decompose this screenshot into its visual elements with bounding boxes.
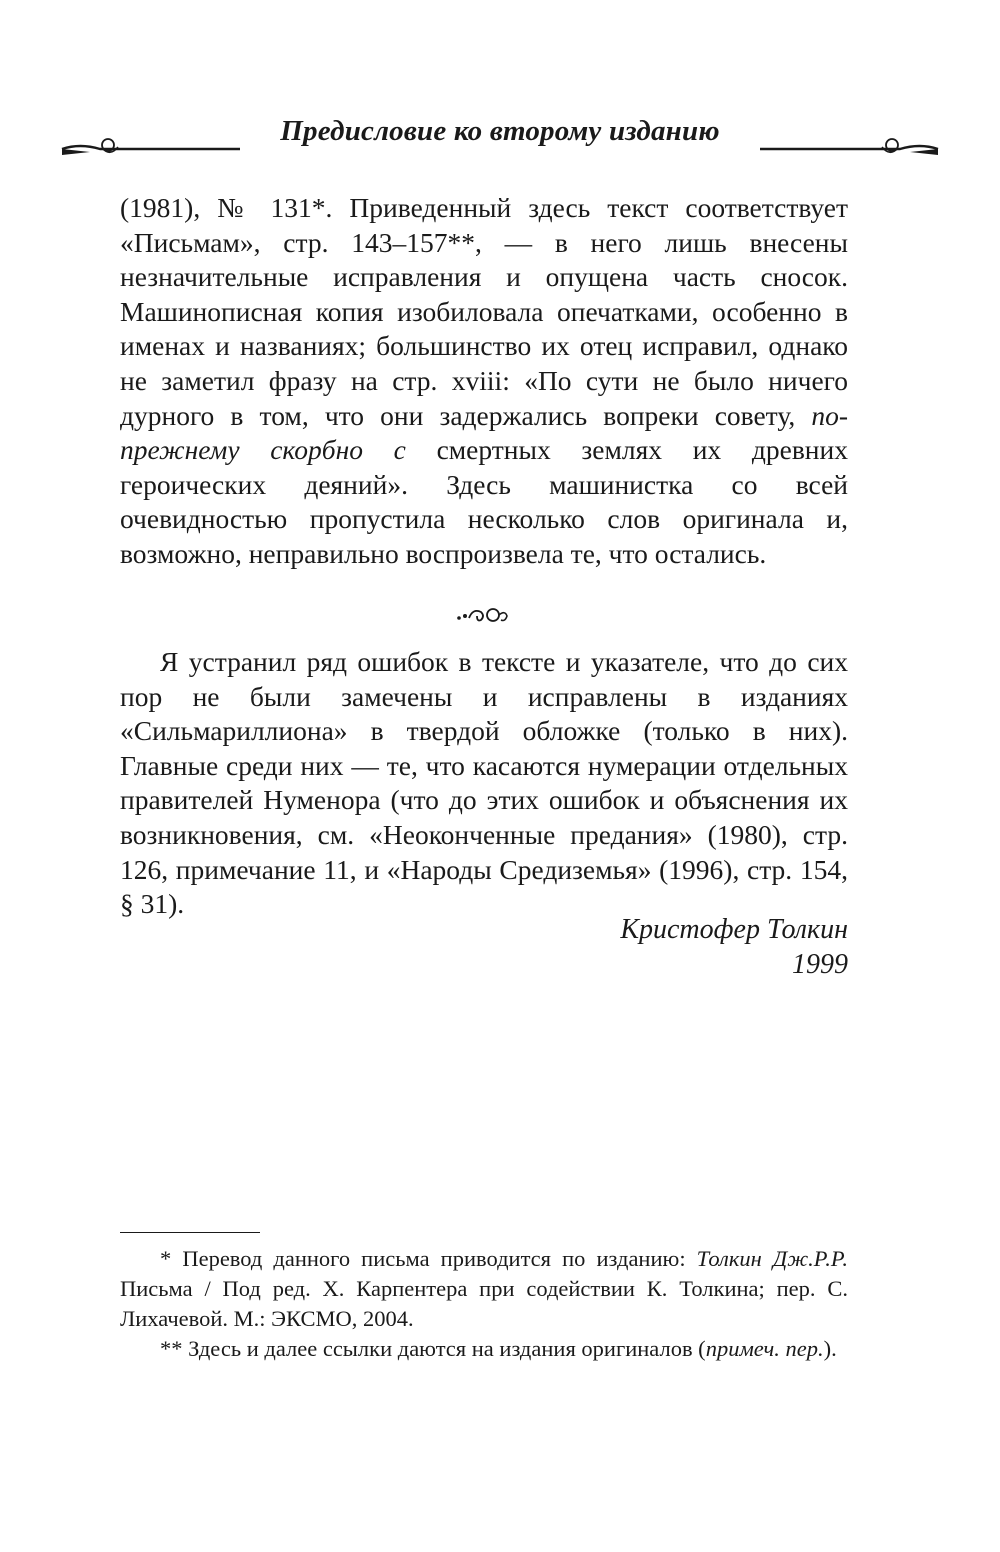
footnote-2-text: ** Здесь и далее ссылки даются на издания оригиналов ( <box>160 1336 706 1361</box>
body-paragraph-2 <box>120 645 848 922</box>
footnote-2 <box>120 1334 848 1364</box>
running-header <box>60 105 940 175</box>
paragraph-1-text-end: смертных землях их древних героических деяний». Здесь машинистка со всей очевидностью пропустила несколько слов оригинала и, возможно, неправильно воспроизвела те, что остались. <box>120 434 848 569</box>
footnote-1-text-end: Письма / Под ред. Х. Карпентера при содействии К. Толкина; пер. С. Лихачевой. М.: ЭКСМО, 2004. <box>120 1276 848 1331</box>
signature-year: 1999 <box>792 949 848 980</box>
footnote-2-text-end: ). <box>823 1336 837 1361</box>
footnote-1-text: * Перевод данного письма приводится по изданию: <box>160 1246 697 1271</box>
body-paragraph-1 <box>120 191 848 572</box>
footnotes <box>120 1244 848 1364</box>
footnote-2-italic: примеч. пер. <box>705 1336 824 1361</box>
paragraph-1-italic: по-прежнему скорбно с <box>120 399 848 466</box>
paragraph-1-text: (1981), № 131*. Приведенный здесь текст соответствует «Письмам», стр. 143–157**, — в него лишь внесены незначительные исправления и опущена часть сносок. Машинописная копия изобиловала опечатками, особенно в именах и названиях; большинство их отец исправил, однако не заметил фразу на стр. xviii: «По сути не было ничего дурного в том, что они задержались вопреки совету, <box>120 192 848 431</box>
section-divider-ornament-icon <box>455 600 511 630</box>
footnote-1-italic: Толкин Дж.Р.Р. <box>696 1246 848 1271</box>
signature-author: Кристофер Толкин <box>620 914 848 945</box>
signature-block <box>620 912 848 982</box>
footnote-1 <box>120 1244 848 1334</box>
page-header-title: Предисловие ко второму изданию <box>280 115 720 147</box>
footnote-separator <box>120 1232 260 1233</box>
paragraph-2-text: Я устранил ряд ошибок в тексте и указателе, что до сих пор не были замечены и исправлены в изданиях «Сильмариллиона» в твердой обложке (только в них). Главные среди них — те, что касаются нумерации отдельных правителей Нуменора (что до этих ошибок и объяснения их возникновения, см. «Неоконченные предания» (1980), стр. 126, примечание 11, и «Народы Средиземья» (1996), стр. 154, § 31). <box>120 646 848 920</box>
